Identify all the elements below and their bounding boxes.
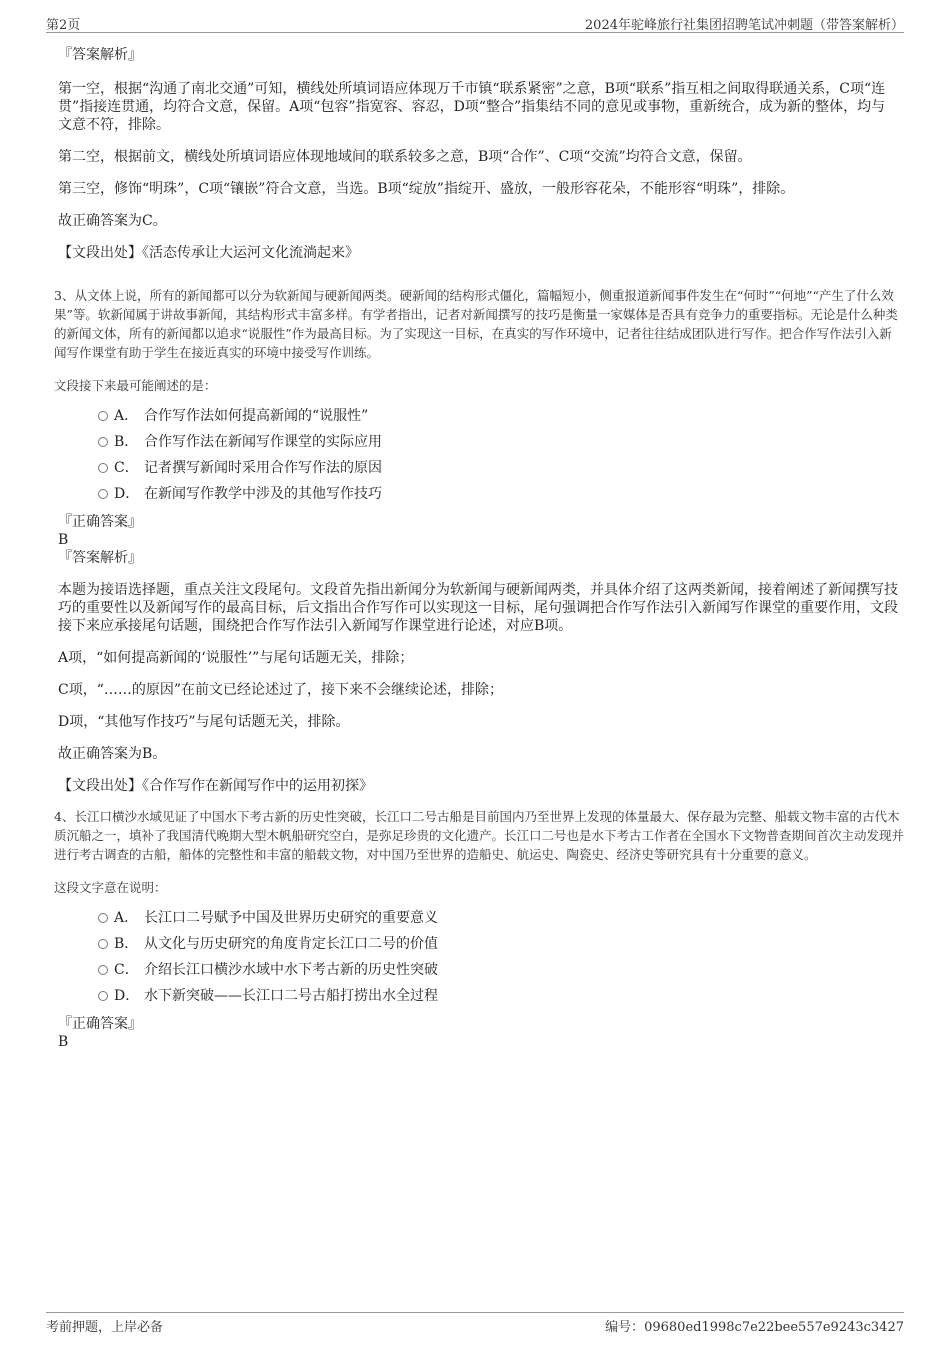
option-d[interactable]: D． 在新闻写作教学中涉及的其他写作技巧 (58, 485, 898, 511)
analysis-paragraph: 第一空，根据“沟通了南北交通”可知，横线处所填词语应体现万千市镇“联系紧密”之意，B项“联系”指互相之间取得联通关系，C项“连贯”指接连贯通，均符合文意，保留。A项“包容”指宽容、容忍，D项“整合”指集结不同的意见或事物，重新统合，成为新的整体，均与文意不符，排除。 (58, 81, 886, 133)
option-c[interactable]: C． 介绍长江口横沙水域中水下考古新的历史性突破 (58, 961, 898, 987)
radio-icon[interactable] (98, 965, 108, 975)
radio-icon[interactable] (98, 489, 108, 499)
correct-answer: B (58, 1034, 69, 1050)
question-text: 4、长江口横沙水域见证了中国水下考古新的历史性突破，长江口二号古船是目前国内乃至世界上发现的体量最大、保存最为完整、船载文物丰富的古代木质沉船之一，填补了我国清代晚期大型木帆船研究空白，是弥足珍贵的文化遗产。长江口二号也是水下考古工作者在全国水下文物普查期间首次主动发现并进行考古调查的古船，船体的完整性和丰富的船载文物，对中国乃至世界的造船史、航运史、陶瓷史、经济史等研究具有十分重要的意义。 (54, 809, 905, 862)
analysis-paragraph: 第二空，根据前文，横线处所填词语应体现地域间的联系较多之意，B项“合作”、C项“交流”均符合文意，保留。 (58, 149, 752, 165)
analysis-paragraph: D项，“其他写作技巧”与尾句话题无关，排除。 (58, 714, 350, 730)
radio-icon[interactable] (98, 411, 108, 421)
page-number: 第2页 (46, 18, 81, 33)
analysis-label: 『答案解析』 (58, 550, 142, 566)
option-b[interactable]: B． 合作写作法在新闻写作课堂的实际应用 (58, 433, 898, 459)
analysis-paragraph: 本题为接语选择题，重点关注文段尾句。文段首先指出新闻分为软新闻与硬新闻两类，并具体介绍了这两类新闻，接着阐述了新闻撰写技巧的重要性以及新闻写作的最高目标，后文指出合作写作可以实现这一目标，尾句强调把合作写作法引入新闻写作课堂的重要作用，文段接下来应承接尾句话题，围绕把合作写作法引入新闻写作课堂进行论述，对应B项。 (58, 582, 898, 634)
correct-answer-label: 『正确答案』 (58, 1016, 142, 1032)
question-text: 3、从文体上说，所有的新闻都可以分为软新闻与硬新闻两类。硬新闻的结构形式僵化，篇幅短小，侧重报道新闻事件发生在“何时”“何地”“产生了什么效果”等。软新闻属于讲故事新闻，其结构形式丰富多样。有学者指出，记者对新闻撰写的技巧是衡量一家媒体是否具有竞争力的重要指标。无论是什么种类的新闻文体，所有的新闻都以追求“说服性”作为最高目标。为了实现这一目标，在真实的写作环境中，记者往往结成团队进行写作。把合作写作法引入新闻写作课堂有助于学生在接近真实的环境中接受写作训练。 (54, 288, 898, 360)
footer-slogan: 考前押题，上岸必备 (46, 1320, 164, 1335)
document-title: 2024年驼峰旅行社集团招聘笔试冲刺题（带答案解析） (584, 18, 904, 33)
option-a[interactable]: A． 长江口二号赋予中国及世界历史研究的重要意义 (58, 909, 898, 935)
conclusion: 故正确答案为C。 (58, 213, 167, 229)
page-header (46, 14, 904, 33)
correct-answer-label: 『正确答案』 (58, 514, 142, 530)
option-b[interactable]: B． 从文化与历史研究的角度肯定长江口二号的价值 (58, 935, 898, 961)
analysis-paragraph: 第三空，修饰“明珠”，C项“镶嵌”符合文意，当选。B项“绽放”指绽开、盛放，一般形容花朵，不能形容“明珠”，排除。 (58, 181, 795, 197)
question-4 (54, 807, 904, 897)
conclusion: 故正确答案为B。 (58, 746, 167, 762)
page-content (54, 46, 905, 1051)
question-prompt: 文段接下来最可能阐述的是： (54, 378, 217, 393)
options-list (58, 407, 898, 511)
document-code: 编号：09680ed1998c7e22bee557e9243c3427 (605, 1320, 904, 1335)
radio-icon[interactable] (98, 463, 108, 473)
correct-answer: B (58, 532, 69, 548)
question-prompt: 这段文字意在说明： (54, 880, 167, 895)
option-a[interactable]: A． 合作写作法如何提高新闻的“说服性” (58, 407, 898, 433)
option-d[interactable]: D． 水下新突破——长江口二号古船打捞出水全过程 (58, 987, 898, 1013)
option-c[interactable]: C． 记者撰写新闻时采用合作写作法的原因 (58, 459, 898, 485)
radio-icon[interactable] (98, 437, 108, 447)
question-3 (54, 286, 904, 395)
analysis-label: 『答案解析』 (58, 47, 142, 63)
radio-icon[interactable] (98, 939, 108, 949)
source-citation: 【文段出处】《活态传承让大运河文化流淌起来》 (58, 245, 359, 261)
analysis-paragraph: C项，“……的原因”在前文已经论述过了，接下来不会继续论述，排除； (58, 682, 504, 698)
source-citation: 【文段出处】《合作写作在新闻写作中的运用初探》 (58, 778, 373, 794)
page-footer (46, 1312, 904, 1335)
radio-icon[interactable] (98, 991, 108, 1001)
radio-icon[interactable] (98, 913, 108, 923)
analysis-paragraph: A项，“如何提高新闻的‘说服性’”与尾句话题无关，排除； (58, 650, 414, 666)
options-list (58, 909, 898, 1013)
